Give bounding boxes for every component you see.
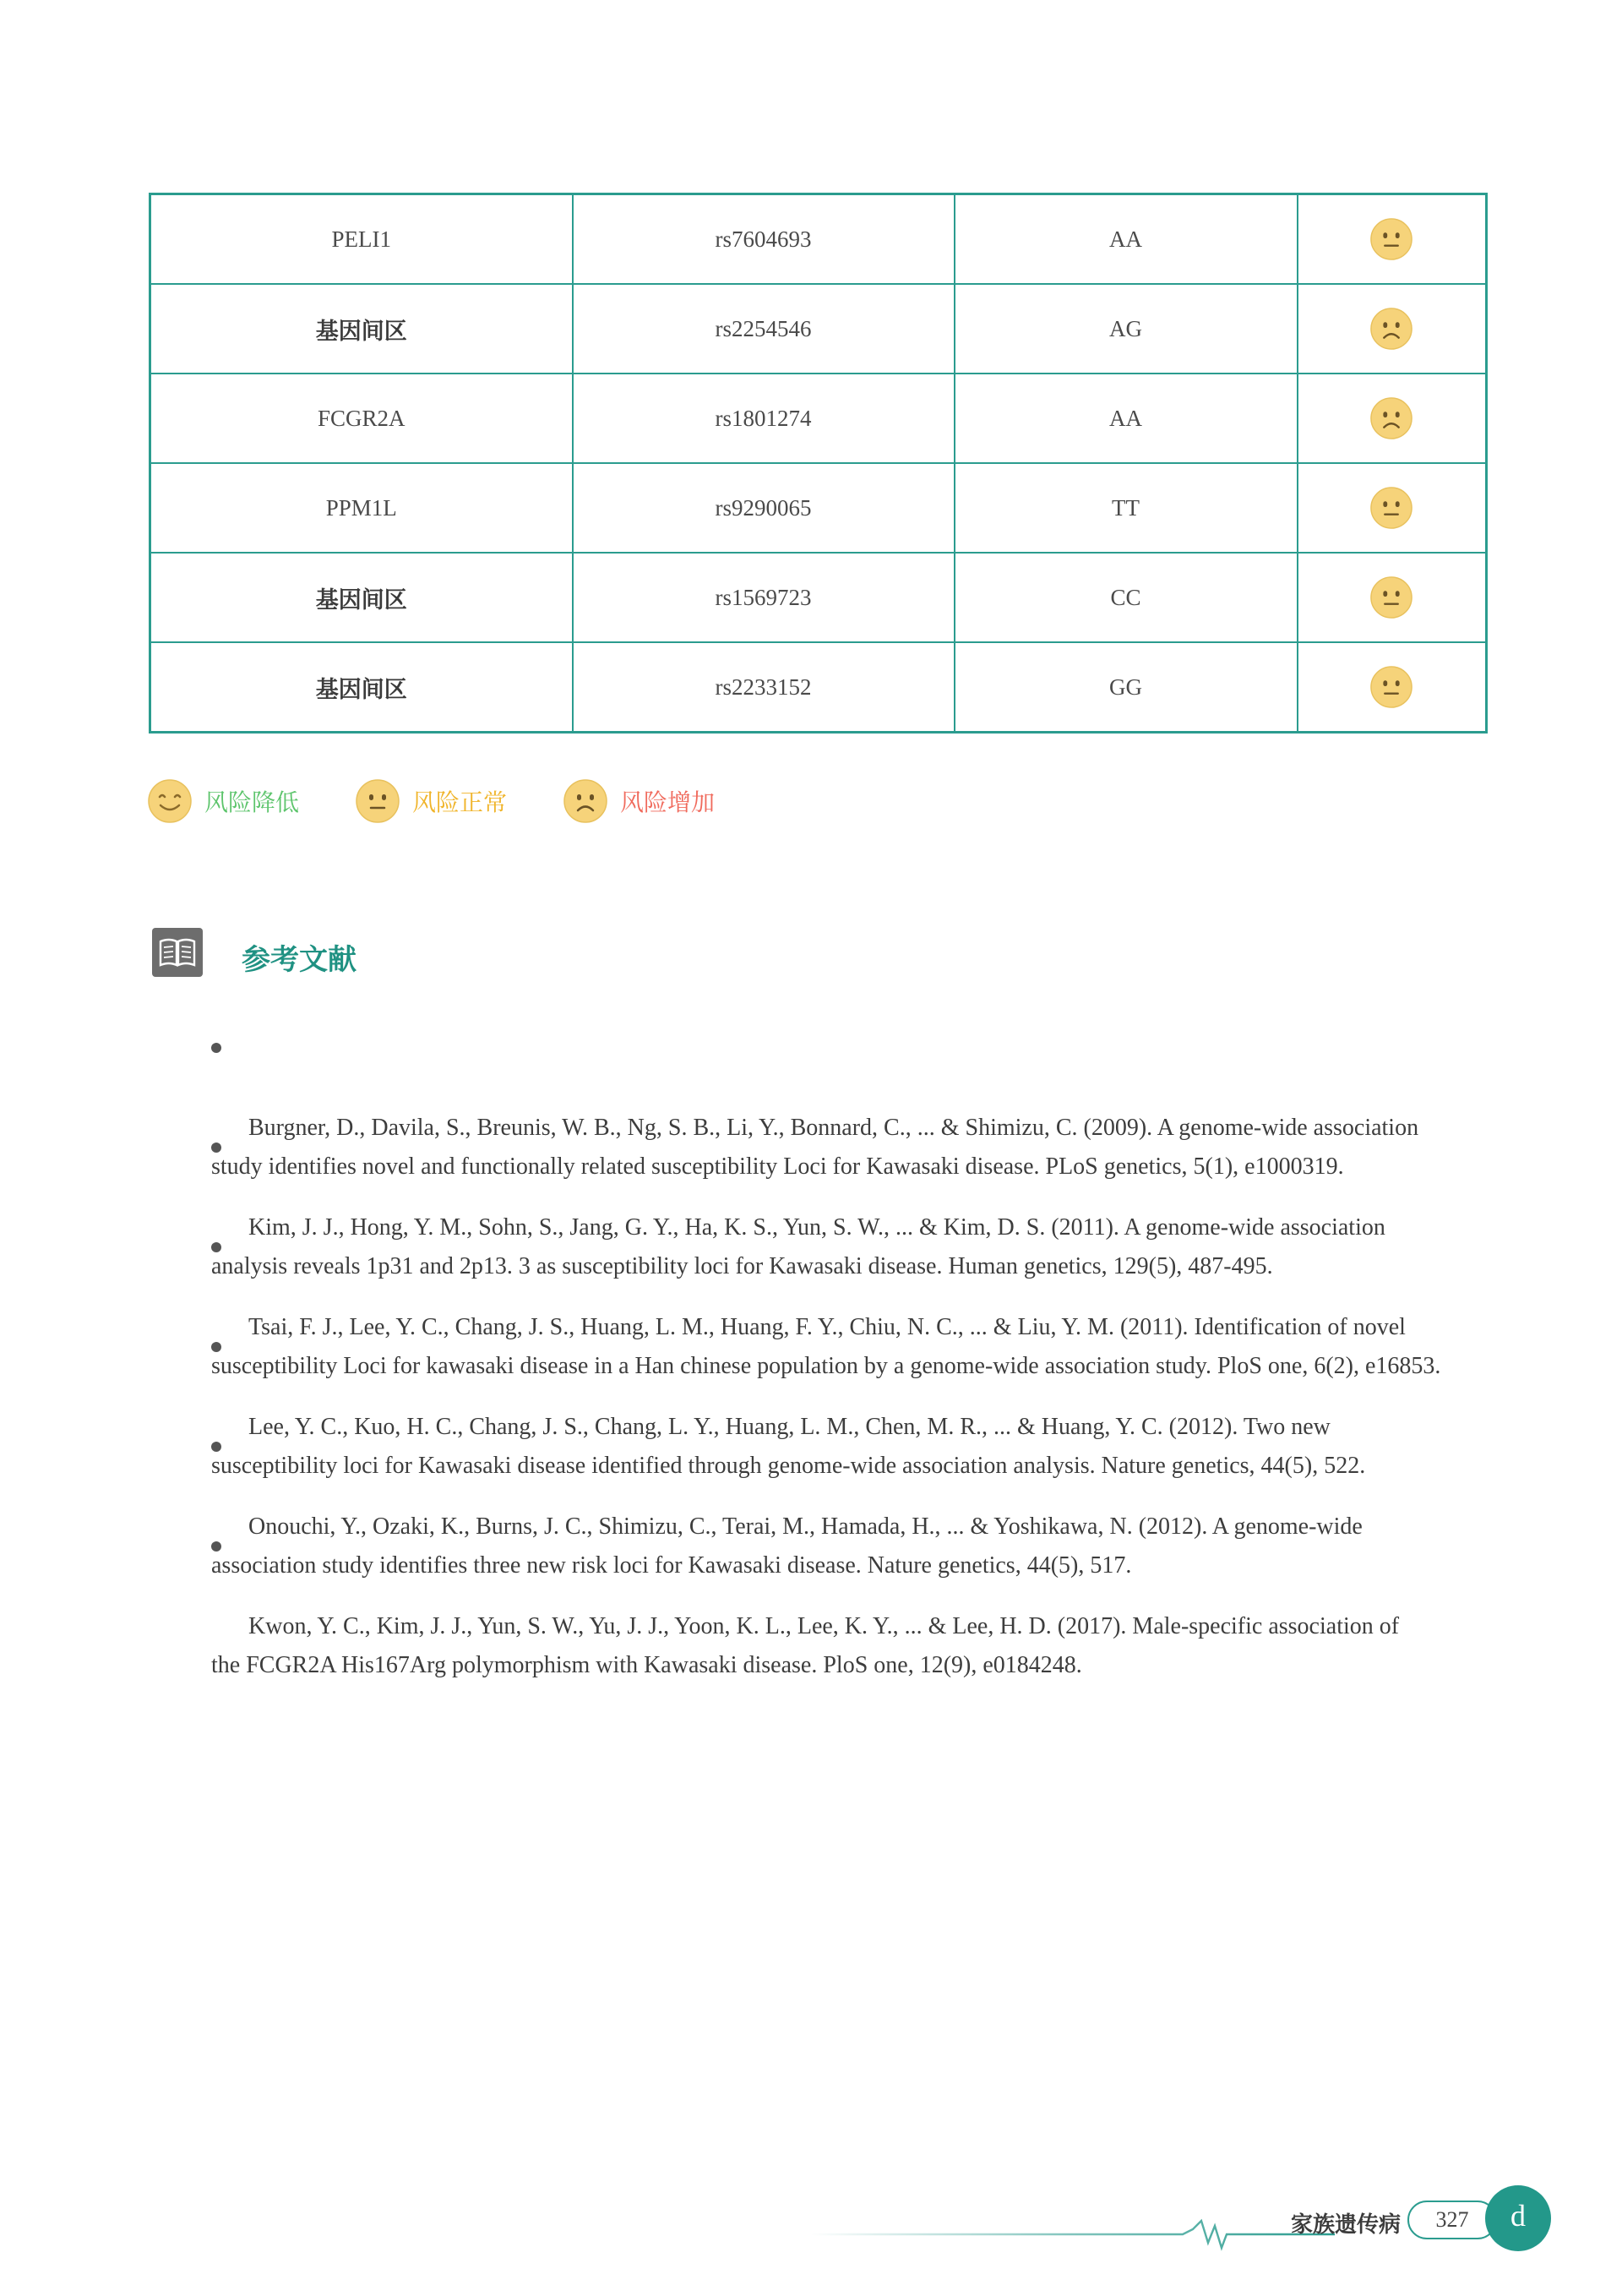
reference-text: Burgner, D., Davila, S., Breunis, W. B., Ng, S. B., Li, Y., Bonnard, C., ... & Shimizu, C. (2009). A genome-wide association study identifies novel and functionally related susceptibility Loci for Kawasaki disease. PLoS genetics, 5(1), e1000319. [211,1115,1419,1180]
gene-risk-table [149,193,1488,734]
genotype-cell: AA [955,374,1298,463]
snp-cell: rs7604693 [573,194,955,285]
table-row [150,284,1487,374]
gene-cell: PPM1L [150,463,573,553]
chapter-letter-badge: d [1485,2185,1551,2251]
snp-cell: rs1801274 [573,374,955,463]
legend-increased [563,777,715,825]
neutral-face-icon [1369,486,1413,530]
genotype-cell: AA [955,194,1298,285]
snp-cell: rs2233152 [573,642,955,733]
risk-cell [1298,194,1487,285]
neutral-face-icon [1369,575,1413,619]
neutral-face-icon [1369,665,1413,709]
neutral-face-icon [1369,217,1413,261]
bullet-icon [211,1541,221,1552]
risk-cell [1298,374,1487,463]
table-row [150,194,1487,285]
snp-cell: rs1569723 [573,553,955,642]
risk-cell [1298,463,1487,553]
book-icon [152,928,203,977]
risk-cell [1298,553,1487,642]
snp-cell: rs2254546 [573,284,955,374]
snp-cell: rs9290065 [573,463,955,553]
reference-text: Tsai, F. J., Lee, Y. C., Chang, J. S., Huang, L. M., Huang, F. Y., Chiu, N. C., ... & Liu, Y. M. (2011). Identification of novel susceptibility Loci for kawasaki disease in a Han chinese population by a genome-wide association study. PloS one, 6(2), e16853. [211,1314,1441,1379]
bullet-icon [211,1242,221,1252]
references-title: 参考文献 [242,943,357,977]
sad-face-icon [1369,307,1413,351]
book-title: 家族遗传病 [1291,2212,1402,2238]
reference-text: Lee, Y. C., Kuo, H. C., Chang, J. S., Chang, L. Y., Huang, L. M., Chen, M. R., ... & Huang, Y. C. (2012). Two new susceptibility loci for Kawasaki disease identified through genome-wide association analysis. Nature genetics, 44(5), 522. [211,1414,1366,1479]
legend-increased-label: 风险增加 [620,788,716,816]
sad-face-icon [1369,396,1413,440]
risk-cell [1298,642,1487,733]
legend-normal [355,777,507,825]
table-row [150,553,1487,642]
reference-text: Kwon, Y. C., Kim, J. J., Yun, S. W., Yu, J. J., Yoon, K. L., Lee, K. Y., ... & Lee, H. D. (2017). Male-specific association of the FCGR2A His167Arg polymorphism with Kawasaki disease. PloS one, 12(9), e0184248. [211,1613,1400,1678]
table-row [150,463,1487,553]
genotype-cell: TT [955,463,1298,553]
smile-face-icon [147,778,193,824]
reference-text: Onouchi, Y., Ozaki, K., Burns, J. C., Shimizu, C., Terai, M., Hamada, H., ... & Yoshikawa, N. (2012). A genome-wide association study identifies three new risk loci for Kawasaki disease. Nature genetics, 44(5), 517. [211,1513,1363,1579]
genotype-cell: GG [955,642,1298,733]
gene-cell: 基因间区 [150,284,573,374]
bullet-icon [211,1342,221,1352]
table-row [150,374,1487,463]
bullet-icon [211,1442,221,1452]
gene-cell: PELI1 [150,194,573,285]
legend-normal-label: 风险正常 [412,788,508,816]
reference-item [211,1530,1538,1724]
bullet-icon [211,1043,221,1053]
page-number: 327 [1407,2201,1497,2239]
genotype-cell: AG [955,284,1298,374]
heartbeat-line-icon [811,2214,1335,2265]
sad-face-icon [563,778,608,824]
gene-cell: FCGR2A [150,374,573,463]
table-row [150,642,1487,733]
neutral-face-icon [355,778,400,824]
legend-reduced-label: 风险降低 [204,788,300,816]
gene-cell: 基因间区 [150,553,573,642]
genotype-cell: CC [955,553,1298,642]
gene-cell: 基因间区 [150,642,573,733]
bullet-icon [211,1143,221,1153]
reference-text: Kim, J. J., Hong, Y. M., Sohn, S., Jang, G. Y., Ha, K. S., Yun, S. W., ... & Kim, D. S. (2011). A genome-wide association analysis reveals 1p31 and 2p13. 3 as susceptibility loci for Kawasaki disease. Human genetics, 129(5), 487-495. [211,1214,1385,1279]
legend-reduced [147,777,299,825]
risk-cell [1298,284,1487,374]
